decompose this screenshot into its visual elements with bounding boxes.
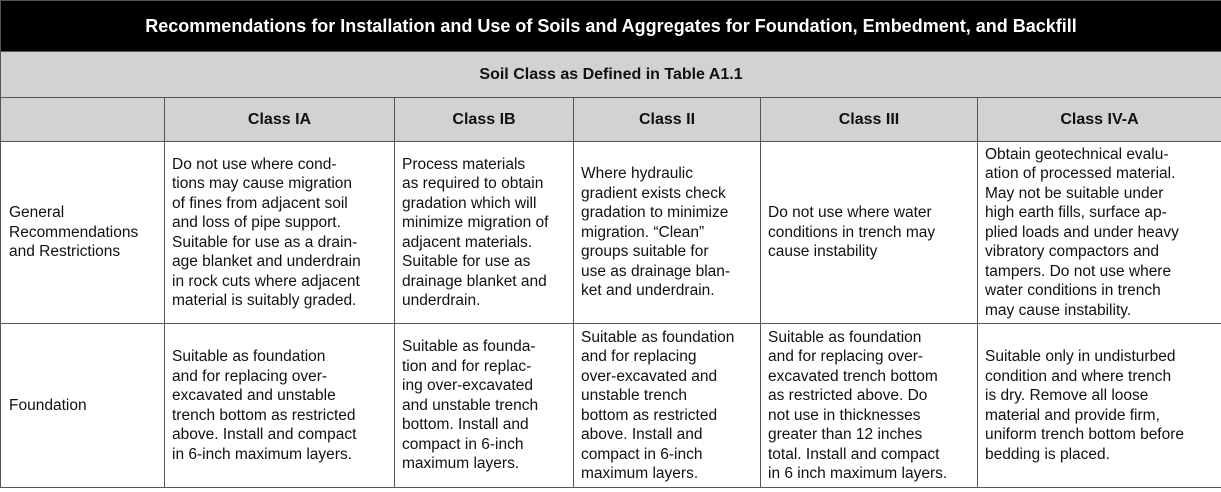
cell-line: Obtain geotechnical evalu- [985,145,1169,163]
cell-line: bottom as restricted [581,406,718,424]
column-header-class-ii: Class II [574,98,761,142]
cell-line: in 6 inch maximum layers. [768,465,948,482]
cell-line: above. Install and [581,426,703,443]
cell-line: groups suitable for [581,243,709,261]
cell-foundation-class-iii [761,324,978,488]
cell-line: over-excavated and [581,367,718,385]
cell-line: material and provide firm, [985,406,1160,424]
cell-line: conditions in trench may [768,223,936,241]
column-header-class-ia: Class IA [165,98,395,142]
cell-line: Suitable as founda- [402,338,536,356]
cell-line: above. Install and compact [172,426,357,443]
table-subtitle: Soil Class as Defined in Table A1.1 [1,52,1221,98]
cell-line: gradient exists check [581,184,726,202]
cell-line: excavated trench bottom [768,367,938,385]
cell-line: minimize migration of [402,214,549,231]
cell-foundation-class-ii [574,324,761,488]
cell-line: May not be suitable under [985,184,1164,202]
cell-line: bottom. Install and [402,416,529,434]
cell-general-class-ii [574,142,761,324]
cell-line: uniform trench bottom before [985,426,1185,443]
cell-line: ing over-excavated [402,377,533,395]
cell-line: underdrain. [402,292,481,309]
cell-line: migration. “Clean” [581,223,705,241]
cell-line: may cause instability. [985,301,1132,319]
cell-line: ation of processed material. [985,165,1176,183]
row-label-line: General [9,204,65,222]
cell-line: age blanket and underdrain [172,253,361,270]
cell-line: is dry. Remove all loose [985,387,1149,404]
cell-line: and loss of pipe support. [172,214,341,231]
cell-line: and for replacing [581,348,697,365]
cell-line: condition and where trench [985,367,1172,385]
cell-line: and for replacing over- [172,367,328,385]
cell-line: in 6-inch maximum layers. [172,445,353,463]
cell-line: as restricted above. Do [768,387,928,404]
cell-line: Do not use where water [768,204,932,222]
cell-general-class-iii [761,142,978,324]
cell-line: tampers. Do not use where [985,262,1172,280]
cell-line: excavated and unstable [172,387,336,404]
cell-general-class-iv-a [978,142,1221,324]
cell-line: high earth fills, surface ap- [985,204,1167,222]
cell-line: trench bottom as restricted [172,406,356,424]
cell-line: greater than 12 inches [768,426,923,443]
cell-line: unstable trench [581,387,687,404]
column-header-class-ib: Class IB [395,98,574,142]
cell-foundation-class-ia [165,324,395,488]
cell-line: ket and underdrain. [581,282,715,300]
column-header-class-iii: Class III [761,98,978,142]
row-label-line: and Restrictions [9,243,121,261]
cell-line: compact in 6-inch [402,435,524,453]
cell-line: and for replacing over- [768,348,924,365]
cell-line: as required to obtain [402,175,544,192]
cell-line: maximum layers. [402,455,520,473]
cell-line: vibratory compactors and [985,243,1160,261]
cell-line: Do not use where cond- [172,155,337,173]
cell-line: tion and for replac- [402,357,532,375]
cell-line: of fines from adjacent soil [172,194,348,212]
cell-line: Suitable as foundation [172,348,326,365]
cell-line: plied loads and under heavy [985,223,1179,241]
cell-line: cause instability [768,243,878,261]
corner-header-cell [1,98,165,142]
cell-line: Where hydraulic [581,165,693,183]
cell-line: drainage blanket and [402,272,547,290]
cell-line: maximum layers. [581,465,699,482]
cell-line: total. Install and compact [768,445,940,463]
table-title: Recommendations for Installation and Use of Soils and Aggregates for Foundation, Embedment, and Backfill [1,1,1221,52]
cell-line: use as drainage blan- [581,262,731,280]
cell-line: in rock cuts where adjacent [172,272,360,290]
column-header-class-iv-a: Class IV-A [978,98,1221,142]
cell-line: water conditions in trench [985,282,1161,300]
cell-line: gradation to minimize [581,204,729,222]
cell-line: bedding is placed. [985,445,1110,463]
cell-line: Suitable as foundation [768,328,922,346]
cell-general-class-ib [395,142,574,324]
cell-line: adjacent materials. [402,233,533,251]
row-label-general [1,142,165,324]
cell-general-class-ia [165,142,395,324]
row-label-line: Recommendations [9,223,139,241]
cell-line: gradation which will [402,194,537,212]
row-label-foundation [1,324,165,488]
cell-line: and unstable trench [402,396,539,414]
cell-line: Suitable as foundation [581,328,735,346]
cell-line: compact in 6-inch [581,445,703,463]
cell-line: Suitable for use as a drain- [172,233,358,251]
cell-line: Suitable only in undisturbed [985,348,1176,365]
table-row-foundation [1,324,1221,488]
cell-line: not use in thicknesses [768,406,921,424]
cell-line: Process materials [402,155,526,173]
cell-line: Suitable for use as [402,253,531,270]
cell-foundation-class-ib [395,324,574,488]
table-row-general-recommendations [1,142,1221,324]
cell-line: tions may cause migration [172,175,353,192]
cell-line: material is suitably graded. [172,292,357,309]
row-label-line: Foundation [9,396,87,414]
cell-foundation-class-iv-a [978,324,1221,488]
